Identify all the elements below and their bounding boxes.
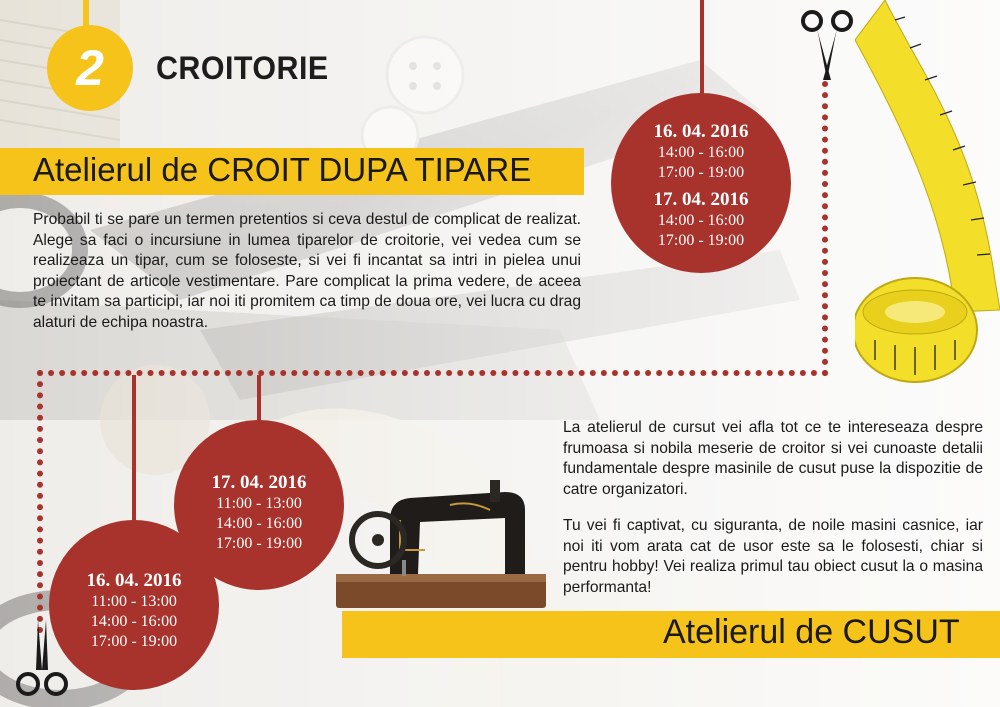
connector-dot <box>37 426 43 432</box>
scissors-icon <box>14 620 70 700</box>
connector-dot <box>125 370 131 376</box>
workshop2-title: Atelierul de CUSUT <box>663 613 960 651</box>
connector-dot <box>822 192 828 198</box>
connector-dot <box>822 292 828 298</box>
connector-dot <box>413 370 419 376</box>
connector-dot <box>512 370 518 376</box>
section-number-badge: 2 <box>47 25 133 111</box>
workshop1-schedule-circle <box>611 93 791 273</box>
schedule-date: 17. 04. 2016 <box>211 472 307 493</box>
connector-dot <box>822 326 828 332</box>
connector-dot <box>822 170 828 176</box>
schedule-time: 14:00 - 16:00 <box>215 515 303 532</box>
connector-dot <box>822 181 828 187</box>
connector-dot <box>159 370 165 376</box>
connector-dot <box>711 370 717 376</box>
workshop2-schedule-circle-b <box>49 520 219 690</box>
connector-dot <box>347 370 353 376</box>
connector-dot <box>468 370 474 376</box>
workshop1-title: Atelierul de CROIT DUPA TIPARE <box>33 151 532 188</box>
connector-dot <box>490 370 496 376</box>
connector-dot <box>822 159 828 165</box>
connector-dot <box>37 515 43 521</box>
connector-dot <box>822 303 828 309</box>
connector-dot <box>37 404 43 410</box>
connector-dot <box>822 314 828 320</box>
connector-dot <box>148 370 154 376</box>
connector-dot <box>822 270 828 276</box>
scissors-icon <box>797 8 857 83</box>
connector-dot <box>336 370 342 376</box>
connector-dot <box>446 370 452 376</box>
connector-dot <box>645 370 651 376</box>
connector-dot <box>37 381 43 387</box>
schedule-time: 14:00 - 16:00 <box>657 212 745 229</box>
schedule-time: 11:00 - 13:00 <box>216 495 302 512</box>
connector-dot <box>811 370 817 376</box>
connector-dot <box>37 571 43 577</box>
schedule-date: 16. 04. 2016 <box>653 121 749 142</box>
schedule-time: 14:00 - 16:00 <box>657 144 745 161</box>
schedule-time: 17:00 - 19:00 <box>657 164 745 181</box>
schedule-time: 17:00 - 19:00 <box>657 232 745 249</box>
connector-dot <box>579 370 585 376</box>
connector-dot <box>37 415 43 421</box>
connector-dot <box>523 370 529 376</box>
connector-dot <box>37 605 43 611</box>
connector-dot <box>369 370 375 376</box>
timeline-line-top <box>700 0 704 103</box>
connector-dot <box>557 370 563 376</box>
connector-dot <box>656 370 662 376</box>
connector-dot <box>70 370 76 376</box>
connector-dot <box>37 526 43 532</box>
connector-dot <box>225 370 231 376</box>
connector-dot <box>313 370 319 376</box>
connector-dot <box>700 370 706 376</box>
connector-dot <box>822 237 828 243</box>
connector-dot <box>37 392 43 398</box>
connector-dot <box>214 370 220 376</box>
connector-dot <box>822 226 828 232</box>
connector-dot <box>822 348 828 354</box>
connector-dot <box>745 370 751 376</box>
connector-dot <box>137 370 143 376</box>
connector-dot <box>822 125 828 131</box>
connector-dot <box>181 370 187 376</box>
connector-dot <box>37 549 43 555</box>
connector-dot <box>114 370 120 376</box>
workshop2-paragraph2: Tu vei fi captivat, cu siguranta, de noile masini casnice, iar noi iti vom arata cat de usor este sa le folosesti, chiar si pentru hobby! Vei realiza primul tau obiect cusut la o masina performanta! <box>563 517 983 596</box>
connector-dot <box>822 359 828 365</box>
connector-dot <box>247 370 253 376</box>
connector-dot <box>612 370 618 376</box>
connector-dot <box>722 370 728 376</box>
schedule-time: 11:00 - 13:00 <box>91 593 177 610</box>
badge-connector <box>83 0 89 28</box>
connector-dot <box>634 370 640 376</box>
connector-dot <box>601 370 607 376</box>
connector-dot <box>358 370 364 376</box>
connector-dot <box>734 370 740 376</box>
connector-dot <box>822 103 828 109</box>
connector-dot <box>822 281 828 287</box>
connector-dot <box>37 482 43 488</box>
connector-dot <box>302 370 308 376</box>
connector-dot <box>37 437 43 443</box>
connector-dot <box>822 248 828 254</box>
connector-dot <box>689 370 695 376</box>
connector-dot <box>37 593 43 599</box>
connector-dot <box>800 370 806 376</box>
connector-dot <box>546 370 552 376</box>
connector-dot <box>667 370 673 376</box>
connector-dot <box>678 370 684 376</box>
connector-dot <box>280 370 286 376</box>
connector-dot <box>324 370 330 376</box>
connector-dot <box>789 370 795 376</box>
connector-dot <box>424 370 430 376</box>
connector-dot <box>170 370 176 376</box>
connector-dot <box>37 560 43 566</box>
connector-dot <box>203 370 209 376</box>
schedule-date: 16. 04. 2016 <box>86 570 182 591</box>
connector-dot <box>92 370 98 376</box>
connector-dot <box>402 370 408 376</box>
connector-dot <box>81 370 87 376</box>
connector-dot <box>778 370 784 376</box>
connector-dot <box>103 370 109 376</box>
connector-dot <box>822 337 828 343</box>
workshop1-description: Probabil ti se pare un termen pretentios si ceva destul de complicat de realizat. Alege sa faci o incursiune in lumea tiparelor de croitorie, vei vedea cum se realizeaza un tipar, cum se foloseste, si vei fi incantat sa intri in pielea unui proiectant de articole vestimentare. Pare complicat la prima vedere, de aceea te invitam sa participi, iar noi iti promitem ca timp de doua ore, vei lucra cu drag alaturi de echipa noastra. <box>33 211 581 331</box>
schedule-time: 17:00 - 19:00 <box>90 633 178 650</box>
connector-dot <box>568 370 574 376</box>
connector-dot <box>391 370 397 376</box>
schedule-time: 14:00 - 16:00 <box>90 613 178 630</box>
connector-dot <box>37 471 43 477</box>
connector-dot <box>37 538 43 544</box>
connector-dot <box>37 459 43 465</box>
connector-dot <box>59 370 65 376</box>
sewing-machine-icon <box>330 470 560 615</box>
timeline-line <box>132 375 136 525</box>
connector-dot <box>756 370 762 376</box>
connector-dot <box>435 370 441 376</box>
connector-dot <box>822 114 828 120</box>
schedule-date: 17. 04. 2016 <box>653 189 749 210</box>
connector-dot <box>48 370 54 376</box>
section-title: CROITORIE <box>156 50 329 86</box>
connector-dot <box>767 370 773 376</box>
connector-dot <box>501 370 507 376</box>
connector-dot <box>457 370 463 376</box>
connector-dot <box>623 370 629 376</box>
connector-dot <box>822 203 828 209</box>
connector-dot <box>37 582 43 588</box>
connector-dot <box>822 259 828 265</box>
connector-dot <box>590 370 596 376</box>
connector-dot <box>479 370 485 376</box>
schedule-time: 17:00 - 19:00 <box>215 535 303 552</box>
connector-dot <box>822 370 828 376</box>
connector-dot <box>822 148 828 154</box>
connector-dot <box>380 370 386 376</box>
connector-dot <box>822 92 828 98</box>
workshop2-paragraph1: La atelierul de cursut vei afla tot ce te intereseaza despre frumoasa si nobila meserie de croitor si vei cunoaste detalii fundamentale despre masinile de cusut puse la dispozitie de catre organizatori. <box>563 419 983 498</box>
connector-dot <box>822 137 828 143</box>
connector-dot <box>192 370 198 376</box>
connector-dot <box>37 370 43 376</box>
connector-dot <box>37 493 43 499</box>
connector-dot <box>269 370 275 376</box>
connector-dot <box>236 370 242 376</box>
measuring-tape-icon <box>855 0 1000 390</box>
connector-dot <box>37 504 43 510</box>
connector-dot <box>822 214 828 220</box>
connector-dot <box>291 370 297 376</box>
connector-dot <box>37 448 43 454</box>
connector-dot <box>535 370 541 376</box>
timeline-line <box>257 375 261 423</box>
